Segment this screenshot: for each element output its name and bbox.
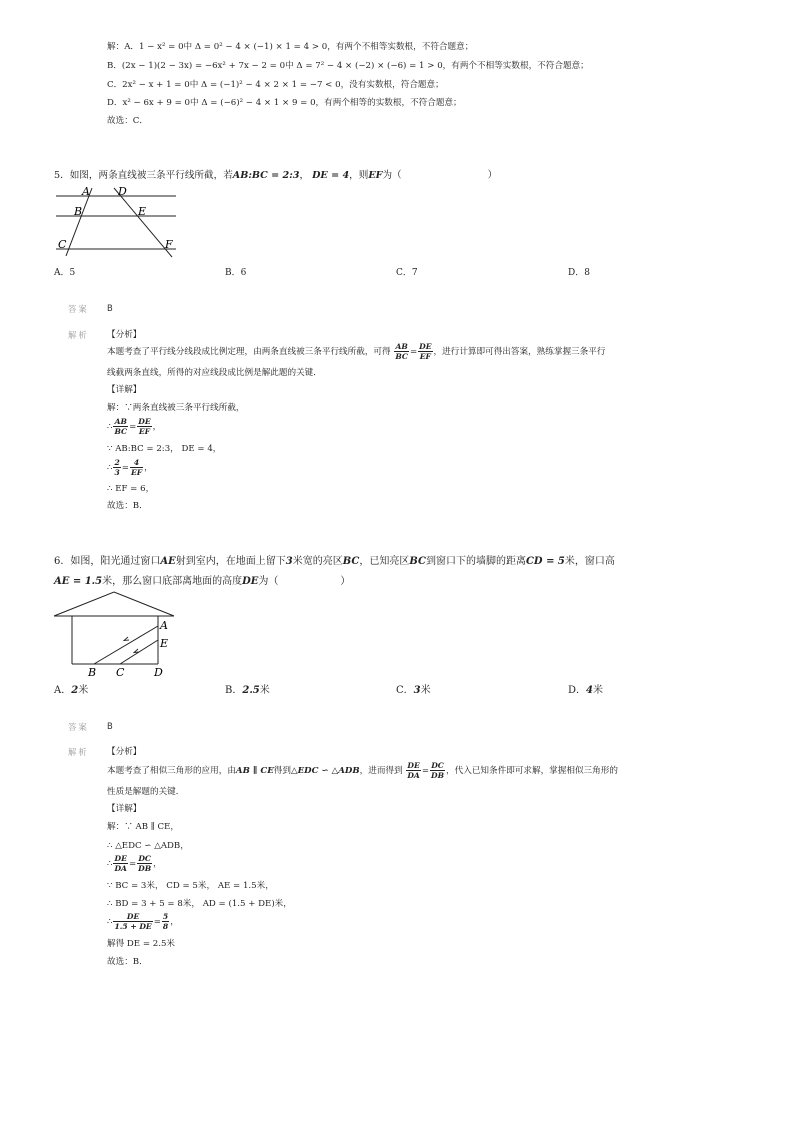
- q5-label-c: C: [58, 238, 67, 251]
- prev-solution-line-b: B．(2x − 1)(2 − 3x) = −6x² + 7x − 2 = 0中 Δ = 7² − 4 × (−2) × (−6) = 1 > 0，有两个不相等实数根，不符合题意；: [107, 61, 589, 71]
- q6-analysis-line-2: 性质是解题的关键．: [107, 787, 185, 797]
- q5-step-1: 解：∵两条直线被三条平行线所截，: [107, 403, 245, 413]
- q5-analysis-line-2: 线截两条直线，所得的对应线段成比例是解此题的关键．: [107, 368, 322, 378]
- q6-label-e: E: [160, 637, 169, 650]
- q5-xiangjie: 【详解】: [107, 385, 142, 395]
- q6-frac-dc-db: $\frac{DC}{DB}$: [431, 761, 445, 780]
- q6-conclusion: 故选：B．: [107, 957, 148, 967]
- q6-stem-line-2: AE = 1.5米，那么窗口底部离地面的高度DE为（ ）: [54, 576, 351, 587]
- q5-fenxi: 【分析】: [107, 330, 142, 340]
- q6-step-7: 解得 DE = 2.5米: [107, 939, 176, 949]
- q5-label-a: A: [82, 185, 90, 198]
- prev-solution-line-a: 解：A．1 − x² = 0中 Δ = 0² − 4 × (−1) × 1 = 4 > 0，有两个不相等实数根，不符合题意；: [107, 42, 474, 52]
- q5-option-d[interactable]: D．8: [568, 268, 590, 278]
- q6-analysis-line-1: 本题考查了相似三角形的应用，由AB ∥ CE得到△EDC ∽ △ADB，进而得到 $\frac{DE}{DA}$ = $\frac{DC}{DB}$ ，代入已知条件即可求解，掌握相似三角形的: [107, 761, 618, 780]
- q5-stem: 5．如图，两条直线被三条平行线所截，若AB:BC = 2:3， DE = 4，则EF为（ ）: [54, 170, 498, 181]
- prev-solution-line-d: D．x² − 6x + 9 = 0中 Δ = (−6)² − 4 × 1 × 9 = 0，有两个相等的实数根，不符合题意；: [107, 98, 462, 108]
- q6-step-2: ∴ △EDC ∽ △ADB，: [107, 841, 189, 851]
- q6-label-a: A: [160, 619, 168, 632]
- q6-step-1: 解：∵ AB ∥ CE，: [107, 822, 179, 832]
- q5-frac-ab-bc: $\frac{AB}{BC}$: [395, 342, 408, 361]
- q6-option-a[interactable]: A．2米: [54, 685, 89, 696]
- q6-step-6: ∴ $\frac{DE}{1.5 + DE}$ = $\frac{5}{8}$ ，: [107, 912, 179, 931]
- q5-analysis-line-1: 本题考查了平行线分线段成比例定理，由两条直线被三条平行线所截，可得 $\frac{AB}{BC}$ = $\frac{DE}{EF}$ ，进行计算即可得出答案，熟练掌握三条平行: [107, 342, 606, 361]
- prev-solution-conclusion: 故选：C．: [107, 116, 148, 126]
- q6-option-d[interactable]: D．4米: [568, 685, 603, 696]
- q5-label-f: F: [165, 238, 173, 251]
- q6-answer-tag: 答案: [68, 722, 89, 732]
- q6-analysis-tag: 解析: [68, 747, 89, 757]
- q6-label-c: C: [116, 666, 125, 679]
- q5-label-e: E: [138, 205, 147, 218]
- q5-step-4: ∴ $\frac{2}{3}$ = $\frac{4}{EF}$ ，: [107, 458, 153, 477]
- q6-label-b: B: [88, 666, 97, 679]
- q5-stem-a: 如图，两条直线被三条平行线所截，若: [69, 170, 233, 181]
- q5-conclusion: 故选：B．: [107, 501, 148, 511]
- q5-analysis-tag: 解析: [68, 330, 89, 340]
- q5-ef: EF: [368, 170, 383, 181]
- q6-figure: [52, 590, 182, 680]
- q5-answer-tag: 答案: [68, 304, 89, 314]
- q5-option-c[interactable]: C．7: [396, 268, 418, 278]
- q6-option-b[interactable]: B．2.5米: [225, 685, 270, 696]
- q5-de: DE = 4: [312, 170, 350, 181]
- q5-figure: [54, 184, 184, 260]
- q6-step-5: ∴ BD = 3 + 5 = 8米， AD = (1.5 + DE)米，: [107, 899, 292, 909]
- q5-option-b[interactable]: B．6: [225, 268, 247, 278]
- q5-label-b: B: [74, 205, 83, 218]
- q5-step-2: ∴ $\frac{AB}{BC}$ = $\frac{DE}{EF}$ ，: [107, 417, 162, 436]
- q6-label-d: D: [154, 666, 163, 679]
- q6-fenxi: 【分析】: [107, 747, 142, 757]
- q6-step-3: ∴ $\frac{DE}{DA}$ = $\frac{DC}{DB}$ ，: [107, 854, 162, 873]
- q5-number: 5．: [54, 170, 70, 181]
- q6-stem-line-1: 6．如图，阳光通过窗口AE射到室内，在地面上留下3米宽的亮区BC，已知亮区BC到窗口下的墙脚的距离CD = 5米，窗口高: [54, 556, 615, 567]
- q5-ratio: AB:BC = 2:3: [232, 170, 300, 181]
- q6-number: 6．: [54, 556, 71, 567]
- q6-option-c[interactable]: C．3米: [396, 685, 431, 696]
- q5-option-a[interactable]: A．5: [54, 268, 76, 278]
- q6-step-4: ∵ BC = 3米， CD = 5米， AE = 1.5米，: [107, 881, 274, 891]
- q6-xiangjie: 【详解】: [107, 804, 142, 814]
- q5-step-5: ∴ EF = 6，: [107, 484, 155, 494]
- q6-answer: B: [107, 721, 113, 731]
- q5-label-d: D: [118, 185, 127, 198]
- q6-frac-de-da: $\frac{DE}{DA}$: [407, 761, 420, 780]
- prev-solution-line-c: C．2x² − x + 1 = 0中 Δ = (−1)² − 4 × 2 × 1 = −7 < 0，没有实数根，符合题意；: [107, 80, 444, 90]
- q5-frac-de-ef: $\frac{DE}{EF}$: [419, 342, 432, 361]
- q5-step-3: ∵ AB:BC = 2:3， DE = 4，: [107, 444, 222, 454]
- q5-answer: B: [107, 303, 113, 313]
